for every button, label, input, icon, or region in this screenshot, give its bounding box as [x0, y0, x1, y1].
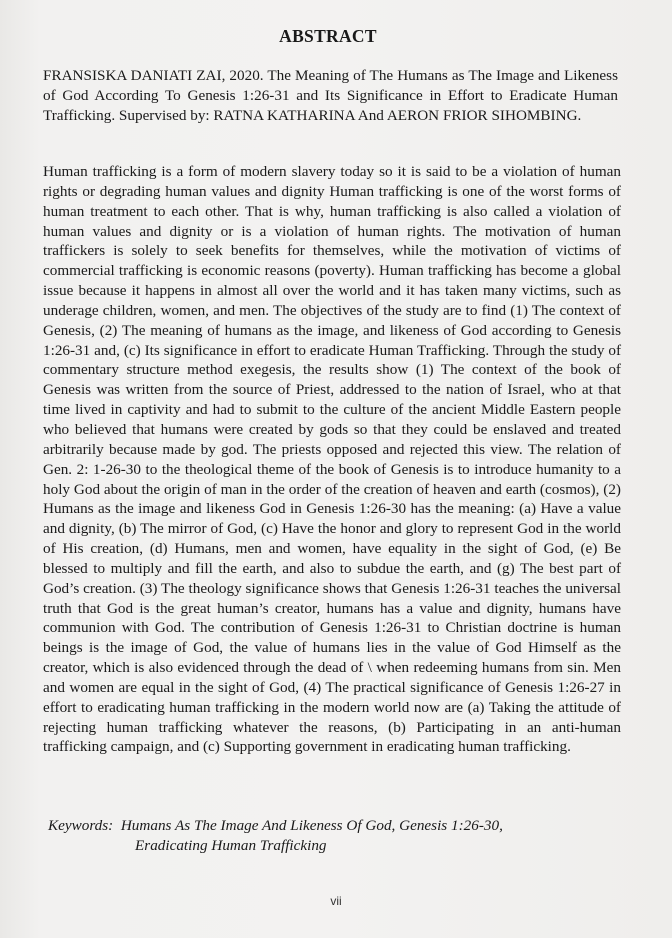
keywords-text-1: Humans As The Image And Likeness Of God, Genesis 1:26-30,	[120, 817, 503, 834]
keywords-line-2: Eradicating Human Trafficking	[135, 836, 327, 854]
abstract-body-paragraph: Human trafficking is a form of modern slavery today so it is said to be a violation of human rights or degrading human values and dignity Human trafficking is one of the worst forms of human treatment to each other. That is why, human trafficking is also called a violation of human values and dignity or is a violation of human rights. The motivation of human traffickers is solely to seek benefits for themselves, while the motivation of victims of commercial trafficking is economic reasons (poverty). Human trafficking has become a global issue because it happens in almost all over the world and it has taken many victims, such as underage children, women, and men. The objectives of the study are to find (1) The context of Genesis, (2) The meaning of humans as the image, and likeness of God according to Genesis 1:26-31 and, (c) Its significance in effort to eradicate Human Trafficking. Through the study of commentary structure method exegesis, the results show (1) The context of the book of Genesis was written from the source of Priest, addressed to the nation of Israel, who at that time lived in captivity and had to submit to the culture of the ancient Middle Eastern people who believed that humans were created by gods so that they could be enslaved and treated arbitrarily because made by god. The priests opposed and rejected this view. The relation of Gen. 2: 1-26-30 to the theological theme of the book of Genesis is to introduce humanity to a holy God about the origin of man in the order of the creation of heaven and earth (cosmos), (2) Humans as the image and likeness God in Genesis 1:26-30 has the meaning: (a) Have a value and dignity, (b) The mirror of God, (c) Have the honor and glory to represent God in the world of His creation, (d) Humans, men and women, have equality in the sight of God, (e) Be blessed to multiply and fill the earth, and also to subdue the earth, and (g) The best part of God’s creation. (3) The theology significance shows that Genesis 1:26-31 teaches the universal truth that God is the great human’s creator, humans has a value and dignity, humans have communion with God. The contribution of Genesis 1:26-31 to Christian doctrine is human beings is the image of God, the value of humans lies in the value of God Himself as the creator, which is also evidenced through the dead of \ when redeeming humans from sin. Men and women are equal in the sight of God, (4) The practical significance of Genesis 1:26-27 in effort to eradicating human trafficking in the modern world now are (a) Taking the attitude of rejecting human trafficking whatever the reasons, (b) Participating in an anti-human trafficking campaign, and (c) Supporting government in eradicating human trafficking.	[43, 163, 621, 756]
keywords-block	[48, 816, 628, 855]
citation-paragraph: FRANSISKA DANIATI ZAI, 2020. The Meaning of The Humans as The Image and Likeness of God According To Genesis 1:26-31 and Its Significance in Effort to Eradicate Human Trafficking. Supervised by: RATNA KATHARINA And AERON FRIOR SIHOMBING.	[43, 67, 618, 124]
abstract-heading: ABSTRACT	[279, 26, 377, 46]
keywords-line-1	[48, 816, 628, 836]
page-number: vii	[330, 894, 342, 908]
keywords-label: Keywords:	[48, 817, 114, 834]
